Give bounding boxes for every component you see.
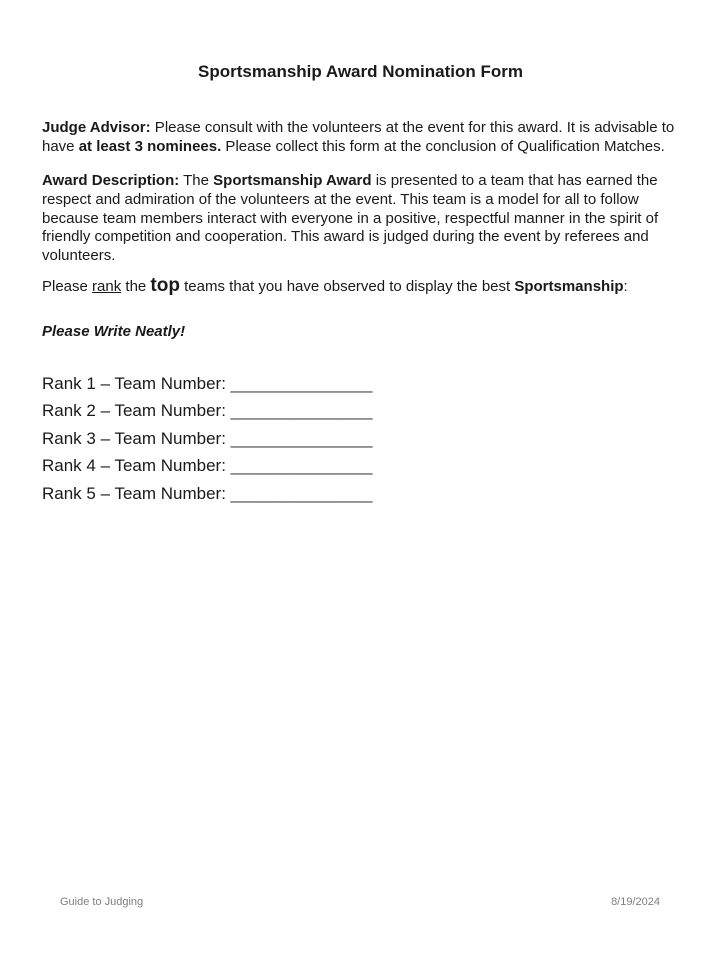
rank-4-label: Rank 4 – Team Number: [42,456,226,476]
rank-instruction-text-2: the [121,278,151,295]
rank-row-4 [42,452,373,479]
rank-instruction-bold-sportsmanship: Sportsmanship [514,278,624,295]
rank-instruction-emphasis-top: top [150,275,180,296]
page-title: Sportsmanship Award Nomination Form [198,62,523,81]
rank-instruction-line [42,277,682,297]
rank-row-1 [42,370,373,397]
award-description-bold-award-name: Sportsmanship Award [213,172,372,189]
write-neatly-note: Please Write Neatly! [42,323,186,340]
rank-instruction-text-3: teams that you have observed to display the best [179,278,515,295]
rank-instruction-text-1: Please [42,278,93,295]
rank-1-label: Rank 1 – Team Number: [42,374,226,393]
judge-advisor-label: Judge Advisor: [42,119,151,136]
award-description-label: Award Description: [42,172,180,189]
rank-5-team-number-blank: _______________ [230,483,373,503]
rank-row-3 [42,425,373,452]
rank-instruction-text-4: : [623,278,628,295]
rank-1-team-number-blank: _______________ [230,374,373,393]
rank-row-5 [42,480,373,507]
award-description-text-1: The [179,172,214,189]
footer-date: 8/19/2024 [611,896,660,908]
award-description-text-2: is presented to a team that has earned the respect and admiration of the volunteers at the event. This team is a model for all to follow because team members interact with everyone in a positive, respectful manner in the spirit of friendly competition and cooperation. This award is judged during the event by referees and volunteers. [42,172,659,265]
rank-instruction-underlined-rank: rank [92,278,122,295]
footer-document-name: Guide to Judging [60,896,144,908]
judge-advisor-text-1: Please consult with the volunteers at the event for this award. It is advisable to have [42,119,675,155]
rank-entry-list [42,370,373,507]
page-footer [60,896,660,909]
rank-row-2 [42,397,373,424]
rank-2-team-number-blank: _______________ [230,401,373,421]
rank-2-label: Rank 2 – Team Number: [42,401,226,421]
rank-3-label: Rank 3 – Team Number: [42,428,226,448]
judge-advisor-bold-nominees: at least 3 nominees. [78,137,222,155]
rank-5-label: Rank 5 – Team Number: [42,483,226,503]
award-description-paragraph [42,172,682,266]
rank-4-team-number-blank: _______________ [230,456,373,476]
rank-3-team-number-blank: _______________ [230,428,373,448]
judge-advisor-text-2: Please collect this form at the conclusion of Qualification Matches. [221,137,665,155]
judge-advisor-paragraph [42,119,682,157]
